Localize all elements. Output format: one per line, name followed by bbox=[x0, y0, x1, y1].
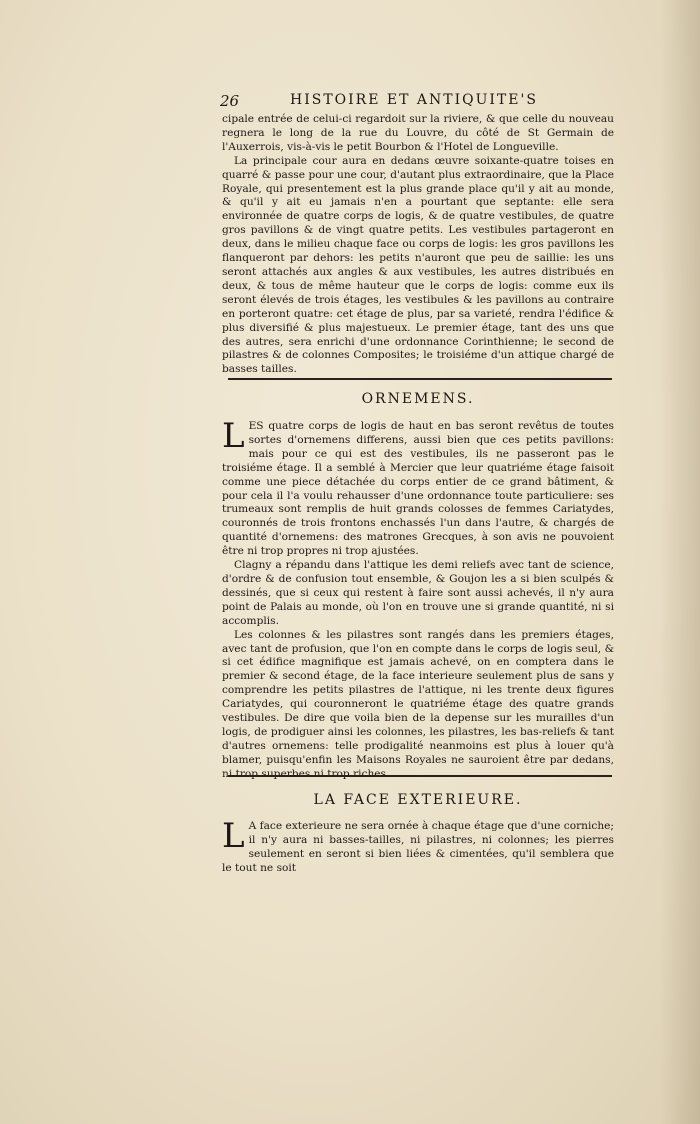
section-divider bbox=[228, 378, 612, 380]
page-header bbox=[220, 92, 618, 112]
face-exterieure-text bbox=[222, 816, 614, 876]
intro-paragraph: La principale cour aura en dedans œuvre soixante-quatre toises en quarré & passe pour une cour, d'autant plus extraordinaire, que la Place Royale, qui presentement est la plus grande place qu'il y ait au monde, & qu'il y ait eu jamais n'en a pourtant que septante: elle sera environnée de quatre corps de logis, & de quatre vestibules, de quatre gros pavillons & de vingt quatre petits. Les vestibules partageront en deux, dans le milieu chaque face ou corps de logis: les gros pavillons les flanqueront par dehors: les petits n'auront que peu de saillie: les uns seront attachés aux angles & aux vestibules, les autres distribués en deux, & tous de même hauteur que le corps de logis: comme eux ils seront élevés de trois étages, les vestibules & les pavillons au contraire en porteront quatre: cet étage de plus, par sa varieté, rendra l'édifice & plus diversifié & plus majestueux. Le premier étage, tant des uns que des autres, sera enrichi d'une ordonnance Corinthienne; le second de pilastres & de colonnes Composites; le troisiéme d'un attique chargé de basses tailles. bbox=[222, 154, 614, 376]
drop-cap: L bbox=[222, 416, 245, 456]
intro-paragraph: cipale entrée de celui-ci regardoit sur la riviere, & que celle du nouveau regnera le long de la rue du Louvre, du côté de St Germain de l'Auxerrois, vis-à-vis le petit Bourbon & l'Hotel de Longueville. bbox=[222, 113, 614, 153]
ornemens-text bbox=[222, 416, 614, 782]
ornemens-paragraph: LES quatre corps de logis de haut en bas seront revêtus de toutes sortes d'ornemens differens, aussi bien que ces petits pavillons: mais pour ce qui est des vestibules, ils ne passeront pas le troisiéme étage. Il a semblé à Mercier que leur quatriéme étage faisoit comme une piece détachée du corps entier de ce grand bâtiment, & pour cela il l'a voulu rehausser d'une ordonnance toute particuliere: ses trumeaux sont remplis de huit grands colosses de femmes Cariatydes, couronnés de trois frontons enchassés l'un dans l'autre, & chargés de quantité d'ornemens: des matrones Grecques, à son avis ne pouvoient être ni trop propres ni trop ajustées. bbox=[222, 416, 614, 558]
face-exterieure-paragraph: L A face exterieure ne sera ornée à chaque étage que d'une corniche; il n'y aura ni basses-tailles, ni pilastres, ni colonnes; les pierres seulement en seront si bien liées & cimentées, qu'il semblera que le tout ne soit bbox=[222, 816, 614, 874]
page-number: 26 bbox=[220, 92, 240, 110]
ornemens-paragraph: Les colonnes & les pilastres sont rangés dans les premiers étages, avec tant de profusion, que l'on en compte dans le corps de logis seul, & si cet édifice magnifique est jamais achevé, on en comptera dans le premier & second étage, de la face interieure seulement plus de sans y comprendre les petits pilastres de l'attique, ni les trente deux figures Cariatydes, qui couronneront le quatriéme étage des quatre grands vestibules. De dire que voila bien de la depense sur les murailles d'un logis, de prodiguer ainsi les colonnes, les pilastres, les bas-reliefs & tant d'autres ornemens: telle prodigalité neanmoins est plus à louer qu'à blamer, puisqu'enfin les Maisons Royales ne sauroient être par dedans, ni trop superbes ni trop riches. bbox=[222, 628, 614, 780]
intro-text bbox=[222, 113, 614, 377]
page-edge-shadow bbox=[660, 0, 700, 1124]
section-divider bbox=[228, 775, 612, 777]
ornemens-paragraph: Clagny a répandu dans l'attique les demi reliefs avec tant de science, d'ordre & de confusion tout ensemble, & Goujon les a si bien sculpés & dessinés, que si ceux qui restent à faire sont aussi achevés, il n'y aura point de Palais au monde, où l'on en trouve une si grande quantité, ni si accomplis. bbox=[222, 559, 614, 627]
section-title-ornemens: ORNEMENS. bbox=[361, 391, 475, 407]
drop-cap: L bbox=[222, 816, 245, 856]
section-title-face-exterieure: LA FACE EXTERIEURE. bbox=[313, 792, 523, 808]
running-title: HISTOIRE ET ANTIQUITE'S bbox=[290, 92, 538, 108]
